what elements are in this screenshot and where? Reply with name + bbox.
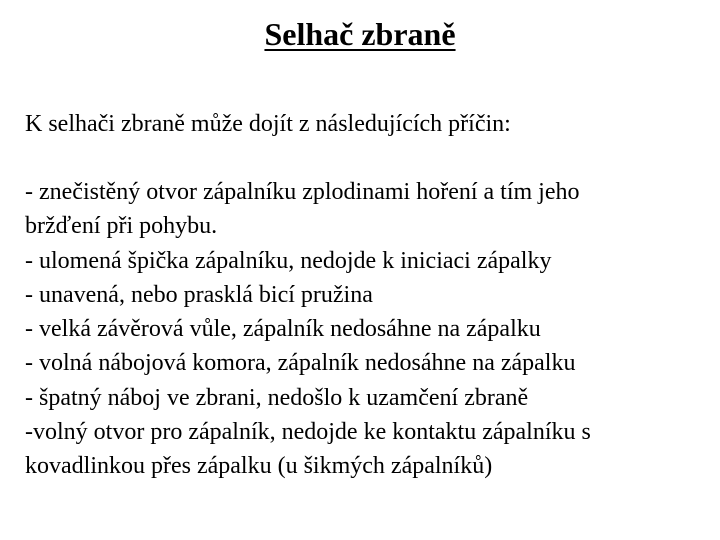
cause-line: - špatný náboj ve zbrani, nedošlo k uzamčení zbraně [25,384,529,411]
cause-line: - znečistěný otvor zápalníku zplodinami hoření a tím jeho [25,179,580,205]
cause-line: - velká závěrová vůle, zápalník nedosáhne na zápalku [25,316,541,343]
cause-line: - unavená, nebo prasklá bicí pružina [25,281,373,308]
cause-line: - ulomená špička zápalníku, nedojde k iniciaci zápalky [25,247,552,274]
intro-text: K selhači zbraně může dojít z následujících příčin: [25,111,511,137]
slide-title-text: Selhač zbraně [264,16,456,52]
cause-line: kovadlinkou přes zápalku (u šikmých zápalníků) [25,453,493,480]
cause-line: bržďení při pohybu. [25,213,218,240]
cause-line: - volná nábojová komora, zápalník nedosáhne na zápalku [25,350,576,377]
slide-title [0,14,720,54]
causes-list [25,175,705,484]
cause-line: -volný otvor pro zápalník, nedojde ke kontaktu zápalníku s [25,419,591,446]
